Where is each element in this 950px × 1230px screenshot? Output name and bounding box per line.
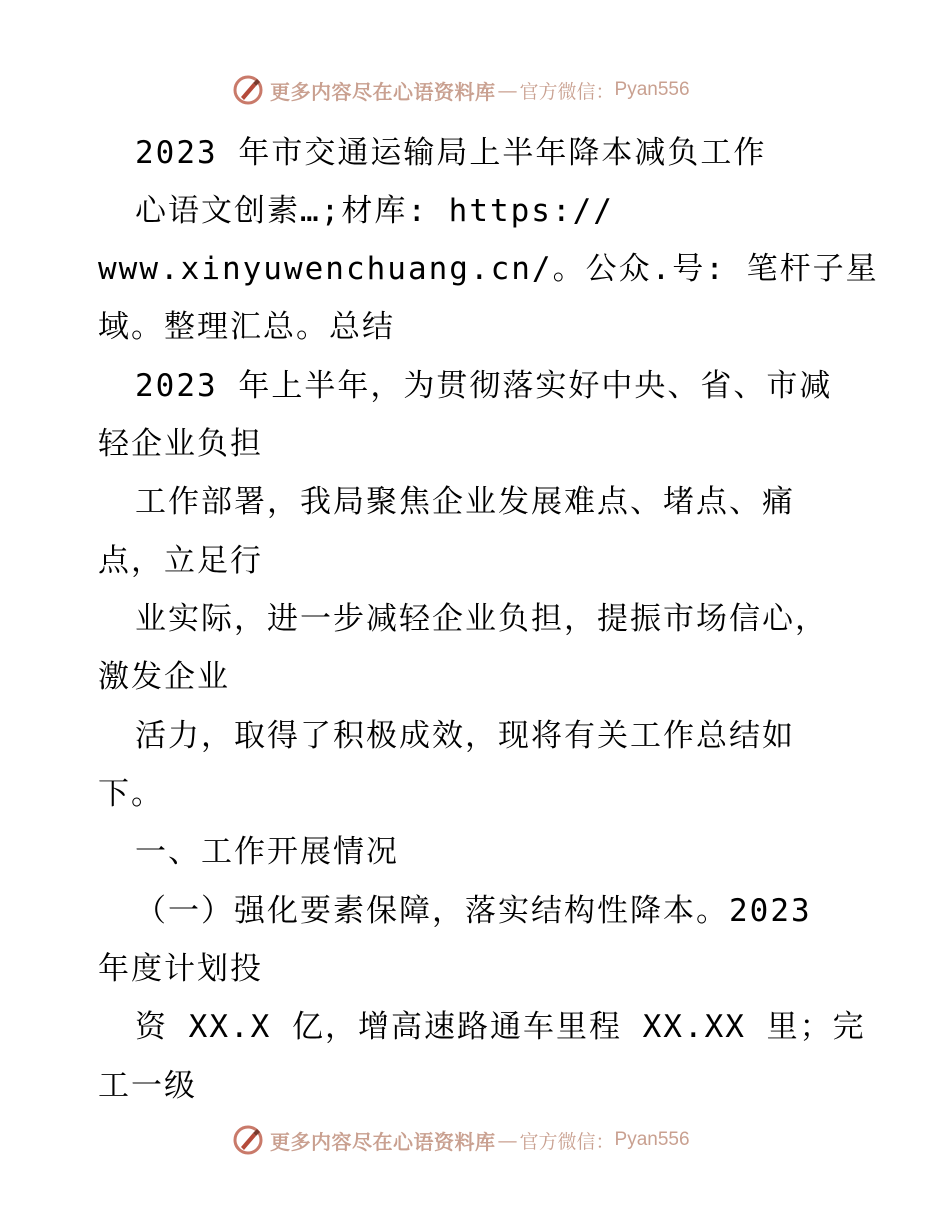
banner-wechat-id: Pyan556 <box>614 79 690 100</box>
doc-line: 活力，取得了积极成效，现将有关工作总结如 <box>135 718 795 754</box>
banner-separator: — <box>497 78 518 102</box>
banner-text: 更多内容尽在心语资料库 <box>270 1129 496 1154</box>
doc-line: 激发企业 <box>98 659 230 695</box>
doc-line: www.xinyuwenchuang.cn/。公众.号: 笔杆子星 <box>98 251 879 287</box>
doc-line: （一）强化要素保障，落实结构性降本。2023 <box>135 893 812 929</box>
doc-title-line: 2023 年市交通运输局上半年降本减负工作 <box>135 135 767 171</box>
pen-logo-icon <box>232 1124 264 1156</box>
doc-line: 2023 年上半年，为贯彻落实好中央、省、市减 <box>135 368 833 404</box>
banner-separator: — <box>497 1128 518 1152</box>
doc-line: 工作部署，我局聚焦企业发展难点、堵点、痛 <box>135 484 795 520</box>
doc-line: 下。 <box>98 776 164 812</box>
doc-line: 业实际，进一步减轻企业负担，提振市场信心， <box>135 601 828 637</box>
doc-line: 点，立足行 <box>98 543 263 579</box>
banner-wechat-label: 官方微信： <box>519 80 615 103</box>
header-banner <box>232 72 690 108</box>
footer-banner <box>232 1122 690 1158</box>
pen-logo-icon <box>232 74 264 106</box>
banner-wechat-id: Pyan556 <box>614 1129 690 1150</box>
doc-line: 域。整理汇总。总结 <box>98 309 395 345</box>
doc-line: 轻企业负担 <box>98 426 263 462</box>
doc-line: 心语文创素…;材库: https:// <box>135 193 614 229</box>
banner-wechat-label: 官方微信： <box>519 1130 615 1153</box>
doc-line: 年度计划投 <box>98 951 263 987</box>
section-heading: 一、工作开展情况 <box>135 834 399 870</box>
doc-line: 工一级 <box>98 1068 197 1104</box>
banner-text: 更多内容尽在心语资料库 <box>270 79 496 104</box>
doc-line: 资 XX.X 亿，增高速路通车里程 XX.XX 里；完 <box>135 1009 866 1045</box>
